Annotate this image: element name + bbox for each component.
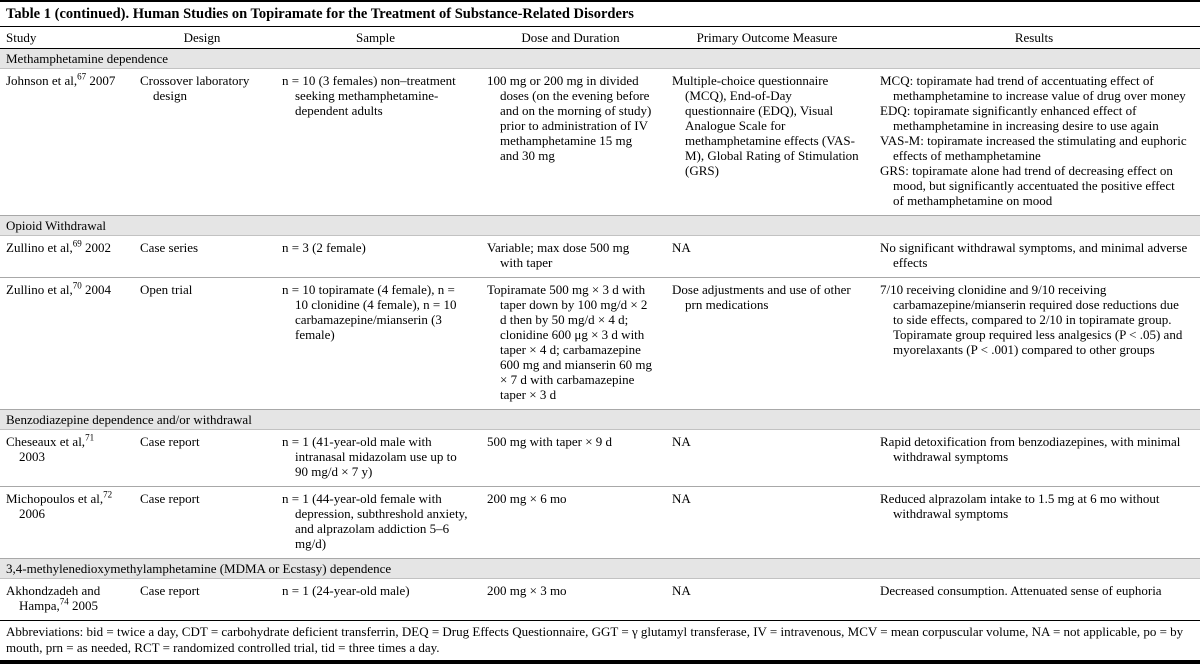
sample-cell: n = 10 topiramate (4 female), n = 10 clonidine (4 female), n = 10 carbamazepine/mianserin (3 female) <box>276 278 481 410</box>
result-item: 7/10 receiving clonidine and 9/10 receiving carbamazepine/mianserin required dose reductions due to side effects, compared to 2/10 in topiramate group. Topiramate group required less analgesics (P < .05) and myorelaxants (P < .001) compared to other groups <box>880 282 1183 357</box>
study-year: 2005 <box>68 598 99 613</box>
dose-cell: 200 mg × 3 mo <box>487 583 567 598</box>
row-zullino-2002 <box>0 236 1200 278</box>
study-citation: Akhondzadeh and Hampa,$^{74}$ 2005 <box>6 583 101 613</box>
study-year: 2002 <box>81 240 112 255</box>
result-item: EDQ: topiramate significantly enhanced effect of methamphetamine in increasing desire to use again <box>880 103 1159 133</box>
abbreviations-footnote: Abbreviations: bid = twice a day, CDT = carbohydrate deficient transferrin, DEQ = Drug Effects Questionnaire, GGT = γ glutamyl transferase, IV = intravenous, MCV = mean corpuscular volume, NA = not applicable, po = by mouth, prn = as needed, RCT = randomized controlled trial, tid = three times a day. <box>0 620 1200 659</box>
design-cell: Case report <box>140 583 200 598</box>
design-cell: Crossover laboratory design <box>134 69 276 216</box>
dose-cell: 500 mg with taper × 9 d <box>481 430 666 487</box>
result-item: No significant withdrawal symptoms, and minimal adverse effects <box>880 240 1188 270</box>
study-cell <box>0 278 134 410</box>
row-johnson-2007 <box>0 69 1200 216</box>
design-cell: Open trial <box>134 278 276 410</box>
design-cell: Case report <box>134 430 276 487</box>
study-year: 2004 <box>81 282 112 297</box>
reference-number: 71 <box>85 432 95 443</box>
section-label: Methamphetamine dependence <box>0 49 1200 69</box>
study-citation: Zullino et al,$^{69}$ 2002 <box>6 238 112 255</box>
section-label: Opioid Withdrawal <box>0 216 1200 236</box>
row-cheseaux-2003 <box>0 430 1200 487</box>
outcome-cell: Multiple-choice questionnaire (MCQ), End-of-Day questionnaire (EDQ), Visual Analogue Scale for methamphetamine effects (VAS-M), Global Rating of Stimulation (GRS) <box>666 69 874 216</box>
study-citation: Johnson et al,$^{67}$ 2007 <box>6 71 116 88</box>
study-cell <box>0 487 134 559</box>
column-header-design: Design <box>134 27 276 49</box>
studies-table <box>0 27 1200 620</box>
result-item: Decreased consumption. Attenuated sense of euphoria <box>880 583 1162 598</box>
column-header-sample: Sample <box>276 27 481 49</box>
study-year: 2007 <box>86 73 116 88</box>
section-header-benzodiazepine <box>0 410 1200 430</box>
sample-cell: n = 10 (3 females) non–treatment seeking methamphetamine-dependent adults <box>276 69 481 216</box>
section-header-mdma <box>0 559 1200 579</box>
study-citation: Zullino et al,$^{70}$ 2004 <box>6 280 112 297</box>
study-citation: Cheseaux et al,$^{71}$ 2003 <box>6 432 95 464</box>
dose-cell: Topiramate 500 mg × 3 d with taper down by 100 mg/d × 2 d then by 50 mg/d × 4 d; clonidine 600 μg × 3 d with taper × 4 d; carbamazepine 600 mg and mianserin 60 mg × 7 d with carbamazepine taper × 3 d <box>481 278 666 410</box>
row-akhondzadeh-2005 <box>0 579 1200 621</box>
sample-cell: n = 3 (2 female) <box>276 236 481 278</box>
study-cell <box>0 579 134 621</box>
results-cell <box>874 278 1200 410</box>
section-header-methamphetamine <box>0 49 1200 69</box>
reference-number: 72 <box>103 489 113 500</box>
dose-cell: 100 mg or 200 mg in divided doses (on the evening before and on the morning of study) prior to administration of IV methamphetamine 15 mg and 30 mg <box>481 69 666 216</box>
section-label: Benzodiazepine dependence and/or withdrawal <box>0 410 1200 430</box>
study-cell <box>0 236 134 278</box>
study-year: 2006 <box>19 506 45 521</box>
study-year: 2003 <box>19 449 45 464</box>
results-cell <box>874 69 1200 216</box>
column-header-study: Study <box>0 27 134 49</box>
study-cell <box>0 430 134 487</box>
reference-number: 67 <box>77 71 87 82</box>
reference-number: 74 <box>59 596 69 607</box>
results-cell <box>874 430 1200 487</box>
dose-cell: 200 mg × 6 mo <box>481 487 666 559</box>
results-cell <box>874 236 1200 278</box>
result-item: MCQ: topiramate had trend of accentuating effect of methamphetamine to increase value of drug over money <box>880 73 1186 103</box>
section-label: 3,4-methylenedioxymethylamphetamine (MDMA or Ecstasy) dependence <box>0 559 1200 579</box>
result-item: Reduced alprazolam intake to 1.5 mg at 6 mo without withdrawal symptoms <box>880 491 1160 521</box>
design-cell: Case report <box>134 487 276 559</box>
column-header-row <box>0 27 1200 49</box>
design-cell: Case series <box>134 236 276 278</box>
results-cell <box>874 579 1200 621</box>
reference-number: 69 <box>72 238 82 249</box>
column-header-dose-duration: Dose and Duration <box>481 27 666 49</box>
outcome-cell: NA <box>672 583 691 598</box>
row-michopoulos-2006 <box>0 487 1200 559</box>
dose-cell: Variable; max dose 500 mg with taper <box>481 236 666 278</box>
column-header-results: Results <box>874 27 1200 49</box>
result-item: Rapid detoxification from benzodiazepines, with minimal withdrawal symptoms <box>880 434 1181 464</box>
results-cell <box>874 487 1200 559</box>
outcome-cell: NA <box>666 487 874 559</box>
result-item: GRS: topiramate alone had trend of decreasing effect on mood, but significantly accentuated the positive effect of methamphetamine on mood <box>880 163 1175 208</box>
table-title: Table 1 (continued). Human Studies on Topiramate for the Treatment of Substance-Related Disorders <box>0 2 1200 27</box>
column-header-primary-outcome: Primary Outcome Measure <box>666 27 874 49</box>
sample-cell: n = 1 (44-year-old female with depression, subthreshold anxiety, and alprazolam addiction 5–6 mg/d) <box>276 487 481 559</box>
study-citation: Michopoulos et al,$^{72}$ 2006 <box>6 489 113 521</box>
outcome-cell: NA <box>666 236 874 278</box>
sample-cell: n = 1 (24-year-old male) <box>282 583 410 598</box>
result-item: VAS-M: topiramate increased the stimulating and euphoric effects of methamphetamine <box>880 133 1187 163</box>
row-zullino-2004 <box>0 278 1200 410</box>
section-header-opioid-withdrawal <box>0 216 1200 236</box>
outcome-cell: Dose adjustments and use of other prn medications <box>666 278 874 410</box>
sample-cell: n = 1 (41-year-old male with intranasal midazolam use up to 90 mg/d × 7 y) <box>276 430 481 487</box>
reference-number: 70 <box>72 280 82 291</box>
study-cell <box>0 69 134 216</box>
outcome-cell: NA <box>666 430 874 487</box>
